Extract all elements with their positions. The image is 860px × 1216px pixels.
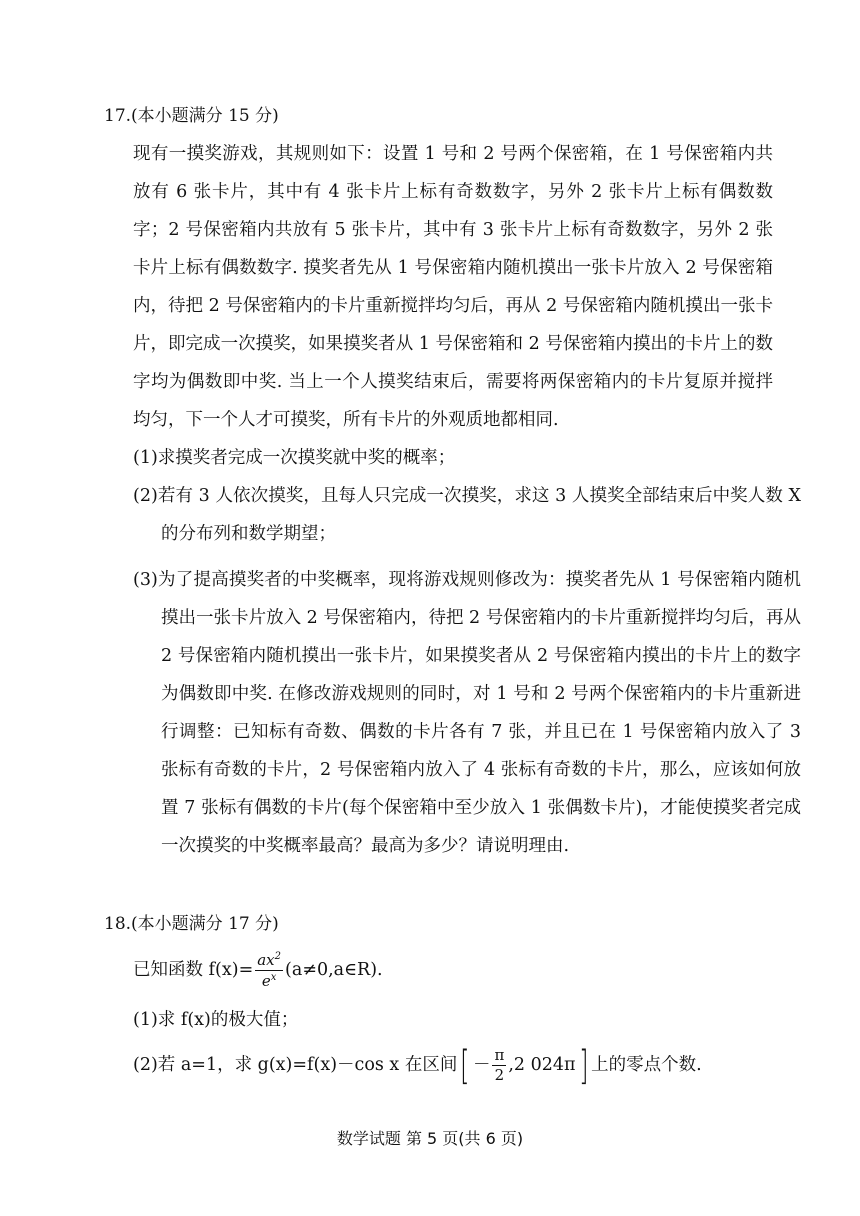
q18-part2-after: 上的零点个数. <box>591 1055 702 1075</box>
q17-points: (本小题满分 15 分) <box>131 106 279 126</box>
q18-stem-before: 已知函数 f(x)= <box>133 960 254 980</box>
q18-number: 18. <box>104 914 132 934</box>
q17-number: 17. <box>104 106 132 126</box>
q18-part2 <box>133 1042 702 1089</box>
interval-rest: ,2 024π <box>508 1055 576 1076</box>
q17-part2: (2)若有 3 人依次摸奖，且每人只完成一次摸奖，求这 3 人摸奖全部结束后中奖人数 X 的分布列和数学期望； <box>133 486 801 544</box>
q18-frac-denominator: $e^x$ <box>261 972 277 990</box>
q18-part1: (1)求 f(x)的极大值； <box>133 1010 299 1030</box>
q18-part2-before: (2)若 a=1，求 g(x)=f(x)－cos x 在区间 <box>133 1055 458 1075</box>
q17-stem: 现有一摸奖游戏，其规则如下：设置 1 号和 2 号两个保密箱，在 1 号保密箱内共放有 6 张卡片，其中有 4 张卡片上标有奇数数字，另外 2 张卡片上标有偶数数字；2 号保密箱内共放有 5 张卡片，其中有 3 张卡片上标有奇数数字，另外 2 张卡片上标有偶数数字. 摸奖者先从 1 号保密箱内随机摸出一张卡片放入 2 号保密箱内，待把 2 号保密箱内的卡片重新搅拌均匀后，再从 2 号保密箱内随机摸出一张卡片，即完成一次摸奖，如果摸奖者从 1 号保密箱和 2 号保密箱内摸出的卡片上的数字均为偶数即中奖. 当上一个人摸奖结束后，需要将两保密箱内的卡片复原并搅拌均匀，下一个人才可摸奖，所有卡片的外观质地都相同. <box>133 144 773 430</box>
interval-left-bracket: [ <box>460 1042 470 1089</box>
q18-stem <box>133 950 383 990</box>
interval-frac-numerator: π <box>494 1046 505 1065</box>
q18-interval <box>457 1042 591 1089</box>
interval-frac-denominator: 2 <box>494 1066 505 1085</box>
page-footer: 数学试题 第 5 页(共 6 页) <box>336 1129 524 1148</box>
q18-stem-after: (a≠0,a∈R). <box>285 960 383 980</box>
q18-frac-numerator: $ax^2$ <box>257 951 282 969</box>
q17-part3: (3)为了提高摸奖者的中奖概率，现将游戏规则修改为：摸奖者先从 1 号保密箱内随机摸出一张卡片放入 2 号保密箱内，待把 2 号保密箱内的卡片重新搅拌均匀后，再从 2 号保密箱内随机摸出一张卡片，如果摸奖者从 2 号保密箱内摸出的卡片上的数字为偶数即中奖. 在修改游戏规则的同时，对 1 号和 2 号两个保密箱内的卡片重新进行调整：已知标有奇数、偶数的卡片各有 7 张，并且已在 1 号保密箱内放入了 3 张标有奇数的卡片，2 号保密箱内放入了 4 张标有奇数的卡片，那么，应该如何放置 7 张标有偶数的卡片(每个保密箱中至少放入 1 张偶数卡片)，才能使摸奖者完成一次摸奖的中奖概率最高？最高为多少？请说明理由. <box>133 570 801 856</box>
interval-right-bracket: ] <box>578 1042 588 1089</box>
q18-header <box>104 912 279 936</box>
q18-fraction <box>255 952 283 989</box>
q17-header <box>104 104 279 128</box>
interval-fraction <box>492 1048 506 1083</box>
q18-points: (本小题满分 17 分) <box>131 914 279 934</box>
interval-minus: － <box>472 1055 491 1076</box>
q17-part1: (1)求摸奖者完成一次摸奖就中奖的概率； <box>133 448 456 468</box>
